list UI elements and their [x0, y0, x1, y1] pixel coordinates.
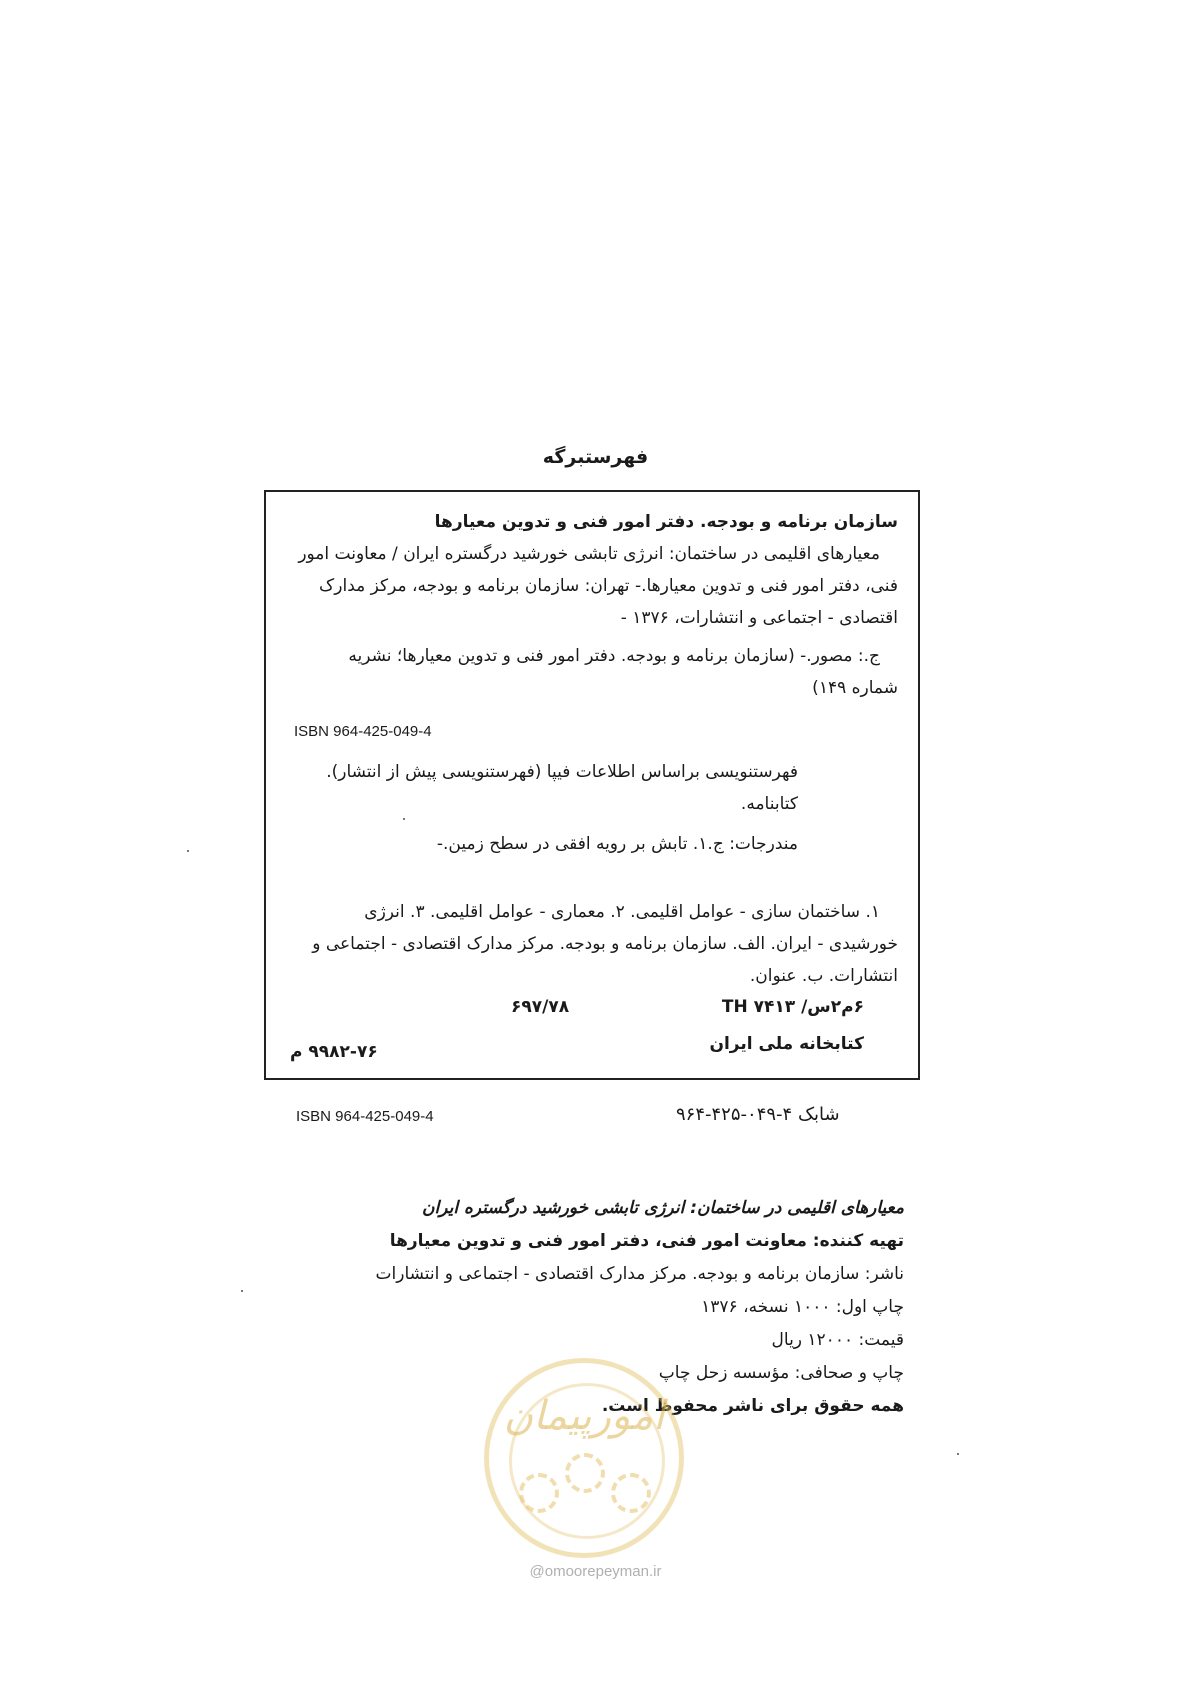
isbn-persian: شابک ۴-۰۴۹-۴۲۵-۹۶۴	[676, 1104, 840, 1125]
isbn-latin: ISBN 964-425-049-4	[296, 1108, 434, 1125]
library-name: کتابخانه ملی ایران	[709, 1034, 864, 1054]
watermark: @omoorepeyman.ir	[529, 1563, 662, 1580]
price: قیمت: ۱۲۰۰۰ ریال	[771, 1330, 904, 1350]
scan-speck	[187, 850, 189, 852]
copyright-block	[350, 1192, 904, 1423]
catalog-notes-line: کتابنامه.	[740, 794, 798, 814]
seal-text: امورپیمان	[503, 1393, 665, 1439]
scan-speck	[403, 818, 405, 820]
preparer: تهیه کننده: معاونت امور فنی، دفتر امور فنی و تدوین معیارها	[389, 1231, 904, 1251]
catalog-description-line: فنی، دفتر امور فنی و تدوین معیارها.- تهران: سازمان برنامه و بودجه، مرکز مدارک	[319, 576, 898, 596]
edition: چاپ اول: ۱۰۰۰ نسخه، ۱۳۷۶	[701, 1297, 904, 1317]
classification-dewey: ۶۹۷/۷۸	[511, 997, 570, 1017]
catalog-subjects-line: انتشارات. ب. عنوان.	[749, 966, 898, 986]
gear-icon	[611, 1473, 651, 1513]
catalog-series-line: شماره ۱۴۹)	[812, 678, 898, 698]
gear-icon	[565, 1453, 605, 1493]
library-number: ۹۹۸۲-۷۶ م	[290, 1042, 378, 1062]
scan-speck	[241, 1290, 243, 1292]
catalog-notes-line: فهرستنویسی براساس اطلاعات فیپا (فهرستنویسی پیش از انتشار).	[326, 762, 798, 782]
catalog-subjects-line: خورشیدی - ایران. الف. سازمان برنامه و بودجه. مرکز مدارک اقتصادی - اجتماعی و	[312, 934, 898, 954]
scan-speck	[957, 1453, 959, 1455]
catalog-card	[264, 490, 920, 1080]
catalog-description-line: اقتصادی - اجتماعی و انتشارات، ۱۳۷۶ -	[620, 608, 898, 628]
rights: همه حقوق برای ناشر محفوظ است.	[601, 1396, 904, 1416]
catalog-title: فهرستبرگه	[542, 446, 649, 468]
catalog-contents: مندرجات: ج.۱. تابش بر رویه افقی در سطح زمین.-	[436, 834, 798, 854]
catalog-author: سازمان برنامه و بودجه. دفتر امور فنی و تدوین معیارها	[434, 512, 898, 532]
gear-icon	[519, 1473, 559, 1513]
catalog-series-line: ج.: مصور.- (سازمان برنامه و بودجه. دفتر امور فنی و تدوین معیارها؛ نشریه	[348, 646, 880, 666]
classification-lc: ۶م۲س/ ۷۴۱۳ TH	[721, 997, 864, 1017]
book-title: معیارهای اقلیمی در ساختمان: انرژی تابشی خورشید درگستره ایران	[422, 1198, 904, 1218]
catalog-description-line: معیارهای اقلیمی در ساختمان: انرژی تابشی خورشید درگستره ایران / معاونت امور	[298, 544, 880, 564]
catalog-isbn: ISBN 964-425-049-4	[294, 723, 432, 740]
catalog-subjects-line: ۱. ساختمان سازی - عوامل اقلیمی. ۲. معماری - عوامل اقلیمی. ۳. انرژی	[364, 902, 880, 922]
printing: چاپ و صحافی: مؤسسه زحل چاپ	[658, 1363, 904, 1383]
publisher: ناشر: سازمان برنامه و بودجه. مرکز مدارک اقتصادی - اجتماعی و انتشارات	[375, 1264, 904, 1284]
